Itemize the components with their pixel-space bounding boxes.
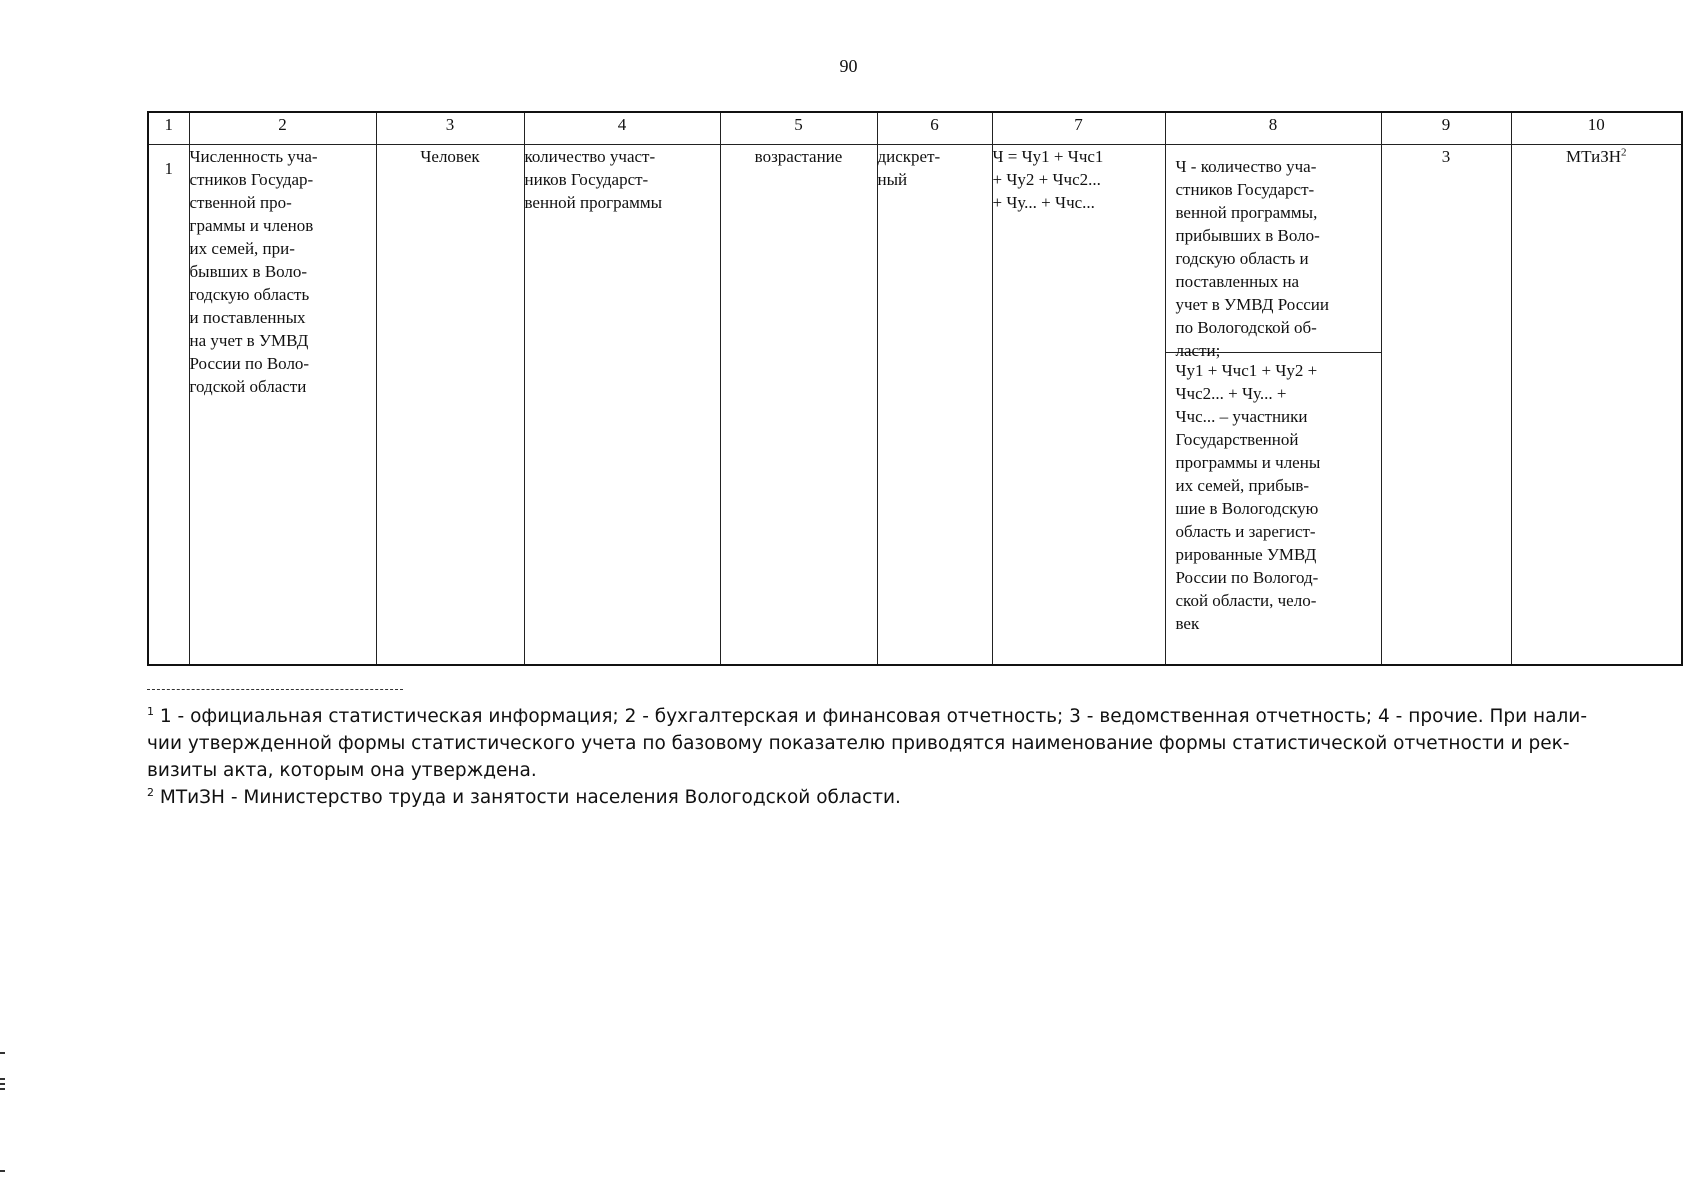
unit-cell (376, 145, 524, 665)
indicator-table (147, 111, 1683, 666)
footnote (147, 703, 1647, 784)
footnote-marker: 2 (147, 785, 154, 799)
source-type: 3 (1441, 147, 1451, 166)
unit: Человек (420, 147, 480, 166)
trend-cell (720, 145, 877, 665)
definition: количество участ- ников Государст- венной программы (524, 147, 663, 212)
column-header: 2 (189, 112, 376, 145)
formula-legend-cell (1165, 145, 1381, 665)
responsible-body: МТиЗН (1566, 147, 1621, 166)
row-number: 1 (164, 159, 173, 178)
margin-mark (0, 1170, 5, 1172)
footnotes (147, 703, 1647, 811)
margin-mark (0, 1088, 5, 1090)
margin-mark (0, 1052, 5, 1054)
formula-legend-top: Ч - количество уча- стников Государст- венной программы, прибывших в Воло- годскую область и поставленных на учет в УМВД России по Вологодской об- ласти; (1175, 157, 1329, 360)
definition-cell (524, 145, 720, 665)
source-type-cell (1381, 145, 1511, 665)
footnote (147, 784, 1647, 811)
column-header: 4 (524, 112, 720, 145)
column-header: 7 (992, 112, 1165, 145)
margin-mark (0, 1078, 5, 1080)
formula: Ч = Чу1 + Ччс1 + Чу2 + Ччс2... + Чу... + Ччс... (992, 147, 1104, 212)
footnote-separator (147, 689, 403, 690)
column-header: 1 (148, 112, 189, 145)
table-header-row (148, 112, 1682, 145)
column-header: 5 (720, 112, 877, 145)
indicator-type: дискрет- ный (877, 147, 941, 189)
column-header: 8 (1165, 112, 1381, 145)
column-header: 9 (1381, 112, 1511, 145)
column-header: 3 (376, 112, 524, 145)
responsible-cell (1511, 145, 1682, 665)
table-row (148, 145, 1682, 665)
indicator-name: Численность уча- стников Государ- ственной про- граммы и членов их семей, при- бывших в Воло- годскую область и поставленных на учет в УМВД России по Воло- годской области (189, 147, 318, 396)
footnote-text: МТиЗН - Министерство труда и занятости населения Вологодской области. (154, 787, 901, 808)
formula-cell (992, 145, 1165, 665)
footnote-marker: 1 (147, 704, 154, 718)
page-number: 90 (839, 56, 858, 76)
margin-mark (0, 1083, 5, 1085)
footnote-text: 1 - официальная статистическая информация; 2 - бухгалтерская и финансовая отчетность; 3 - ведомственная отчетность; 4 - прочие. При нали- чии утвержденной формы статистического учета по базовому показателю приводятся наименование формы статистической отчетности и рек- визиты акта, которым она утверждена. (147, 706, 1588, 781)
type-cell (877, 145, 992, 665)
footnote-ref: 2 (1620, 146, 1627, 159)
column-header: 6 (877, 112, 992, 145)
formula-legend-bottom: Чу1 + Ччс1 + Чу2 + Ччс2... + Чу... + Ччс... – участники Государственной программы и члены их семей, прибыв- шие в Вологодскую область и зарегист- рированные УМВД России по Вологод- ской области, чело- век (1166, 352, 1381, 635)
column-header: 10 (1511, 112, 1682, 145)
row-number-cell (148, 145, 189, 665)
trend: возрастание (754, 147, 843, 166)
indicator-name-cell (189, 145, 376, 665)
